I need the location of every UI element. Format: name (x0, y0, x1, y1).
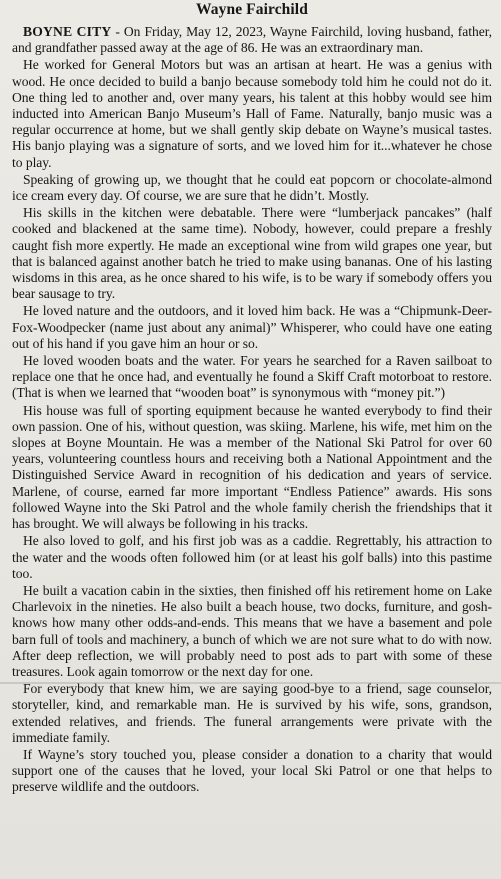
paragraph-8: He also loved to golf, and his first job was as a caddie. Regrettably, his attraction to the water and the woods often followed him (or at least his golf balls) into this pastime too. (12, 533, 492, 581)
paragraph-7: His house was full of sporting equipment because he wanted everybody to find their own passion. One of his, without question, was skiing. Marlene, his wife, met him on the slopes at Boyne Mountain. He was a member of the National Ski Patrol for over 60 years, volunteering countless hours and receiving both a National Appointment and the Distinguished Service Award in recognition of his dedication and years of service. Marlene, of course, earned far more important “Endless Patience” awards. His sons followed Wayne into the Ski Patrol and the whole family cherish the friendships that it has brought. We will always be following in his tracks. (12, 402, 493, 532)
obituary-headline: Wayne Fairchild (196, 1, 308, 18)
obituary-body (12, 24, 492, 796)
paragraph-1-text: - On Friday, May 12, 2023, Wayne Fairchild, loving husband, father, and grandfather passed away at the age of 86. He was an extraordinary man. (12, 24, 492, 56)
dateline: BOYNE CITY (23, 24, 112, 39)
paragraph-1 (12, 24, 492, 56)
paragraph-4: His skills in the kitchen were debatable. There were “lumberjack pancakes” (half cooked and blackened at the same time). Nobody, however, could prepare a freshly caught fish more expertly. He made an exceptional wine from wild grapes one year, but that is balanced against another batch he tried to make using bananas. One of his lasting wisdoms in this area, as he once shared to his wife, is to be wary if somebody offers you bear sausage to try. (12, 205, 492, 302)
paragraph-5: He loved nature and the outdoors, and it loved him back. He was a “Chipmunk-Deer-Fox-Woodpecker (name just about any animal)” Whisperer, who could have one eating out of his hand if you gave him an hour or so. (12, 303, 492, 351)
paragraph-2: He worked for General Motors but was an artisan at heart. He was a genius with wood. He once decided to build a banjo because somebody told him he could not do it. One thing led to another and, over many years, his talent at this hobby would see him inducted into American Banjo Museum’s Hall of Fame. Naturally, banjo music was a regular occurrence at home, but we shall gently skip debate on Wayne’s musical tastes. His banjo playing was a signature of sorts, and we loved him for it...whatever he chose to play. (12, 57, 492, 170)
paragraph-6: He loved wooden boats and the water. For years he searched for a Raven sailboat to replace one that he once had, and eventually he found a Skiff Craft motorboat to restore. (That is when we learned that “wooden boat” is synonymous with “money pit.”) (12, 353, 492, 401)
paragraph-11: If Wayne’s story touched you, please consider a donation to a charity that would support one of the causes that he loved, your local Ski Patrol or one that helps to preserve wildlife and the outdoors. (12, 746, 492, 795)
paper-fold-crease (0, 682, 501, 684)
paragraph-3: Speaking of growing up, we thought that he could eat popcorn or chocolate-almond ice cream every day. Of course, we are sure that he didn’t. Mostly. (12, 171, 492, 204)
paragraph-10: For everybody that knew him, we are saying good-bye to a friend, sage counselor, storyteller, kind, and remarkable man. He is survived by his wife, sons, grandson, extended relatives, and friends. The funeral arrangements were private with the immediate family. (12, 681, 492, 745)
paragraph-9: He built a vacation cabin in the sixties, then finished off his retirement home on Lake Charlevoix in the nineties. He also built a beach house, two docks, furniture, and gosh-knows how many other odds-and-ends. This means that we have a basement and pole barn full of tools and machinery, a bunch of which we are not sure what to do with now. After deep reflection, we will probably need to post ads to part with some of these treasures. Look again tomorrow or the next day for one. (12, 582, 492, 679)
